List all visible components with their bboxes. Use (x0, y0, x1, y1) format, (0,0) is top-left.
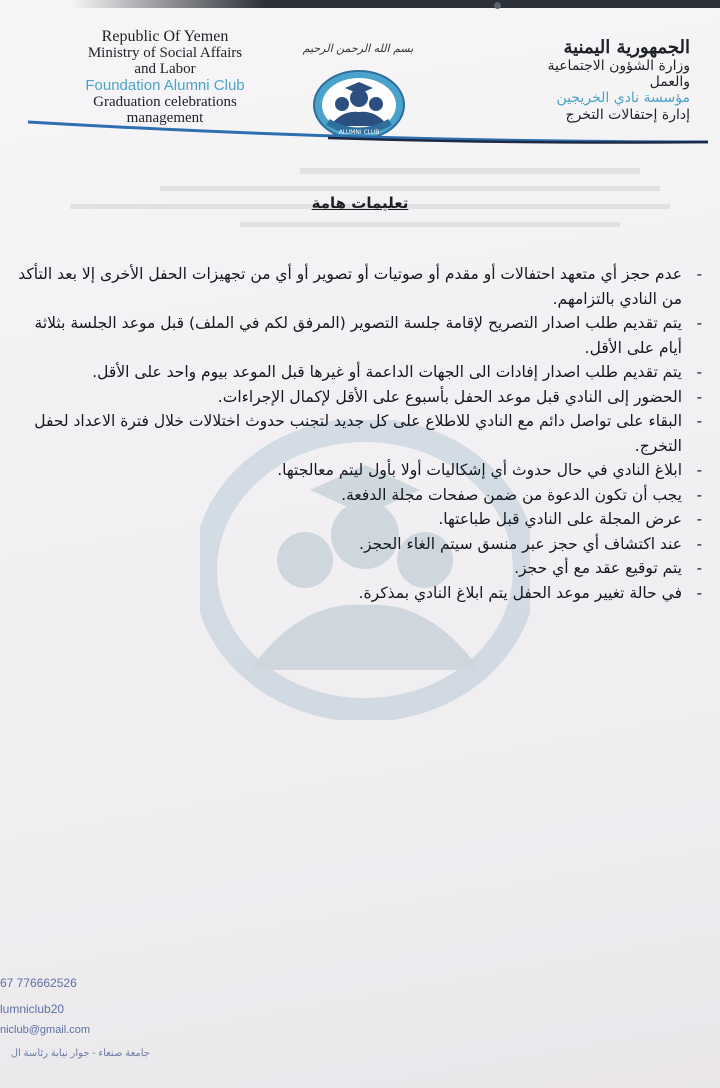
header-en-line2: Ministry of Social Affairs (87, 45, 243, 61)
header-ar-line4: مؤسسة نادي الخريجين (556, 90, 690, 106)
list-item: - عرض المجلة على النادي قبل طباعتها. (12, 507, 702, 532)
footer-social: lumniclub20 (0, 1002, 65, 1016)
footer-address: جامعة صنعاء - جوار نيابة رئاسة ال (10, 1048, 150, 1059)
footer-email: niclub@gmail.com (0, 1024, 91, 1036)
logo-text: ALUMNI CLUB (338, 129, 380, 136)
instructions-list (12, 262, 702, 605)
header-ar-line5: إدارة إحتفالات التخرج (565, 107, 690, 123)
header-en-line1: Republic Of Yemen (101, 28, 229, 45)
corner-dot (494, 2, 501, 9)
header-english (55, 28, 275, 126)
page-title: تعليمات هامة (311, 194, 409, 212)
header-arabic (460, 38, 690, 124)
header-ar-line2: وزارة الشؤون الاجتماعية (547, 58, 690, 74)
header-en-line5: Graduation celebrations (93, 94, 237, 110)
list-item: - الحضور إلى النادي قبل موعد الحفل بأسبوع على الأقل لإكمال الإجراءات. (12, 385, 702, 410)
list-item: - عدم حجز أي متعهد احتفالات أو مقدم أو صوتيات أو تصوير أو أي من تجهيزات الحفل الأخرى إلا بعد التأكد من النادي بالتزامهم. (12, 262, 702, 311)
list-item: - في حالة تغيير موعد الحفل يتم ابلاغ النادي بمذكرة. (12, 581, 702, 606)
list-item: - يتم تقديم طلب اصدار إفادات الى الجهات الداعمة أو غيرها قبل الموعد بيوم واحد على الأقل. (12, 360, 702, 385)
header-en-line3: and Labor (134, 61, 196, 77)
list-item: - البقاء على تواصل دائم مع النادي للاطلاع على كل جديد لتجنب حدوث اختلالات خلال فترة الاعداد لحفل التخرج. (12, 409, 702, 458)
list-item: - ابلاغ النادي في حال حدوث أي إشكاليات أولا بأول ليتم معالجتها. (12, 458, 702, 483)
list-item: - عند اكتشاف أي حجز عبر منسق سيتم الغاء الحجز. (12, 532, 702, 557)
header-en-line6: management (126, 110, 204, 126)
bismillah: بسم الله الرحمن الرحيم (302, 42, 414, 55)
list-item: - يجب أن تكون الدعوة من ضمن صفحات مجلة الدفعة. (12, 483, 702, 508)
list-item: - يتم تقديم طلب اصدار التصريح لإقامة جلسة التصوير (المرفق لكم في الملف) قبل موعد الجلسة بثلاثة أيام على الأقل. (12, 311, 702, 360)
header-ar-line1: الجمهورية اليمنية (563, 37, 690, 58)
footer-phone: 67 776662526 (0, 976, 77, 990)
header-en-line4: Foundation Alumni Club (85, 77, 245, 94)
page-shadow (70, 0, 720, 8)
header-ar-line3: والعمل (649, 74, 690, 90)
list-item: - يتم توقيع عقد مع أي حجز. (12, 556, 702, 581)
